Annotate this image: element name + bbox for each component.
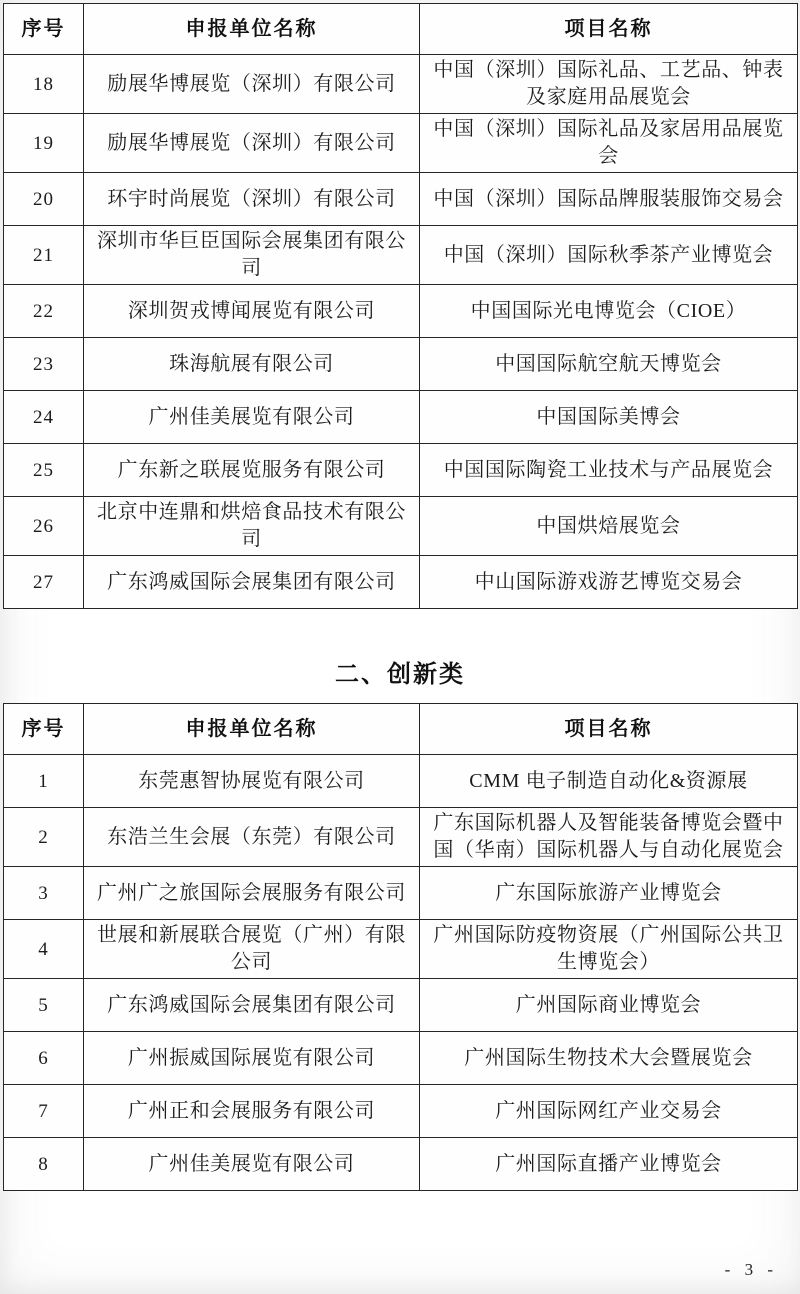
cell-unit-name: 广州振威国际展览有限公司: [84, 1032, 420, 1085]
table-row: [4, 285, 798, 338]
cell-unit-name: 环宇时尚展览（深圳）有限公司: [84, 173, 420, 226]
table-row: [4, 1085, 798, 1138]
cell-unit-name: 广州佳美展览有限公司: [84, 391, 420, 444]
cell-serial-number: 4: [4, 920, 84, 979]
cell-unit-name: 广东鸿威国际会展集团有限公司: [84, 979, 420, 1032]
table-row: [4, 391, 798, 444]
cell-serial-number: 21: [4, 226, 84, 285]
table-row: [4, 556, 798, 609]
cell-unit-name: 广东新之联展览服务有限公司: [84, 444, 420, 497]
cell-serial-number: 2: [4, 808, 84, 867]
cell-project-name: 广州国际生物技术大会暨展览会: [420, 1032, 798, 1085]
cell-serial-number: 26: [4, 497, 84, 556]
column-header-unit: 申报单位名称: [84, 704, 420, 755]
cell-project-name: 中国（深圳）国际礼品及家居用品展览会: [420, 114, 798, 173]
cell-project-name: 中国（深圳）国际品牌服装服饰交易会: [420, 173, 798, 226]
cell-serial-number: 6: [4, 1032, 84, 1085]
table-row: [4, 920, 798, 979]
column-header-project: 项目名称: [420, 4, 798, 55]
column-header-unit: 申报单位名称: [84, 4, 420, 55]
cell-project-name: 中国烘焙展览会: [420, 497, 798, 556]
cell-project-name: 广州国际防疫物资展（广州国际公共卫生博览会）: [420, 920, 798, 979]
table-row: [4, 114, 798, 173]
cell-project-name: 中国（深圳）国际秋季茶产业博览会: [420, 226, 798, 285]
cell-unit-name: 世展和新展联合展览（广州）有限公司: [84, 920, 420, 979]
table-row: [4, 1032, 798, 1085]
cell-serial-number: 1: [4, 755, 84, 808]
table-row: [4, 338, 798, 391]
cell-project-name: 广州国际网红产业交易会: [420, 1085, 798, 1138]
column-header-serial: 序号: [4, 704, 84, 755]
table-row: [4, 55, 798, 114]
table-row: [4, 979, 798, 1032]
cell-serial-number: 8: [4, 1138, 84, 1191]
cell-project-name: 广东国际机器人及智能装备博览会暨中国（华南）国际机器人与自动化展览会: [420, 808, 798, 867]
page-number: - 3 -: [724, 1260, 778, 1279]
cell-serial-number: 23: [4, 338, 84, 391]
cell-unit-name: 励展华博展览（深圳）有限公司: [84, 114, 420, 173]
cell-project-name: 中国国际光电博览会（CIOE）: [420, 285, 798, 338]
cell-unit-name: 珠海航展有限公司: [84, 338, 420, 391]
cell-serial-number: 22: [4, 285, 84, 338]
table-header-row: [4, 4, 798, 55]
cell-serial-number: 18: [4, 55, 84, 114]
cell-project-name: 中国国际航空航天博览会: [420, 338, 798, 391]
cell-project-name: 中国（深圳）国际礼品、工艺品、钟表及家庭用品展览会: [420, 55, 798, 114]
cell-serial-number: 24: [4, 391, 84, 444]
column-header-serial: 序号: [4, 4, 84, 55]
column-header-project: 项目名称: [420, 704, 798, 755]
cell-serial-number: 20: [4, 173, 84, 226]
table-row: [4, 808, 798, 867]
table-section-2: [3, 703, 798, 1191]
table-row: [4, 867, 798, 920]
table-row: [4, 444, 798, 497]
cell-project-name: 中国国际陶瓷工业技术与产品展览会: [420, 444, 798, 497]
cell-unit-name: 深圳市华巨臣国际会展集团有限公司: [84, 226, 420, 285]
cell-unit-name: 东莞惠智协展览有限公司: [84, 755, 420, 808]
cell-serial-number: 7: [4, 1085, 84, 1138]
cell-project-name: 广州国际商业博览会: [420, 979, 798, 1032]
cell-unit-name: 广州佳美展览有限公司: [84, 1138, 420, 1191]
table-row: [4, 226, 798, 285]
table-row: [4, 497, 798, 556]
cell-unit-name: 广州广之旅国际会展服务有限公司: [84, 867, 420, 920]
cell-unit-name: 北京中连鼎和烘焙食品技术有限公司: [84, 497, 420, 556]
table-row: [4, 755, 798, 808]
section-title: 二、创新类: [335, 661, 465, 688]
cell-project-name: 广州国际直播产业博览会: [420, 1138, 798, 1191]
cell-unit-name: 广东鸿威国际会展集团有限公司: [84, 556, 420, 609]
cell-project-name: 广东国际旅游产业博览会: [420, 867, 798, 920]
table-row: [4, 173, 798, 226]
cell-serial-number: 27: [4, 556, 84, 609]
table-header-row: [4, 704, 798, 755]
cell-serial-number: 25: [4, 444, 84, 497]
cell-serial-number: 3: [4, 867, 84, 920]
cell-unit-name: 深圳贺戎博闻展览有限公司: [84, 285, 420, 338]
cell-unit-name: 广州正和会展服务有限公司: [84, 1085, 420, 1138]
cell-project-name: 中山国际游戏游艺博览交易会: [420, 556, 798, 609]
cell-serial-number: 5: [4, 979, 84, 1032]
cell-unit-name: 励展华博展览（深圳）有限公司: [84, 55, 420, 114]
cell-unit-name: 东浩兰生会展（东莞）有限公司: [84, 808, 420, 867]
table-section-1: [3, 3, 798, 609]
cell-project-name: 中国国际美博会: [420, 391, 798, 444]
table-row: [4, 1138, 798, 1191]
cell-serial-number: 19: [4, 114, 84, 173]
cell-project-name: CMM 电子制造自动化&资源展: [420, 755, 798, 808]
